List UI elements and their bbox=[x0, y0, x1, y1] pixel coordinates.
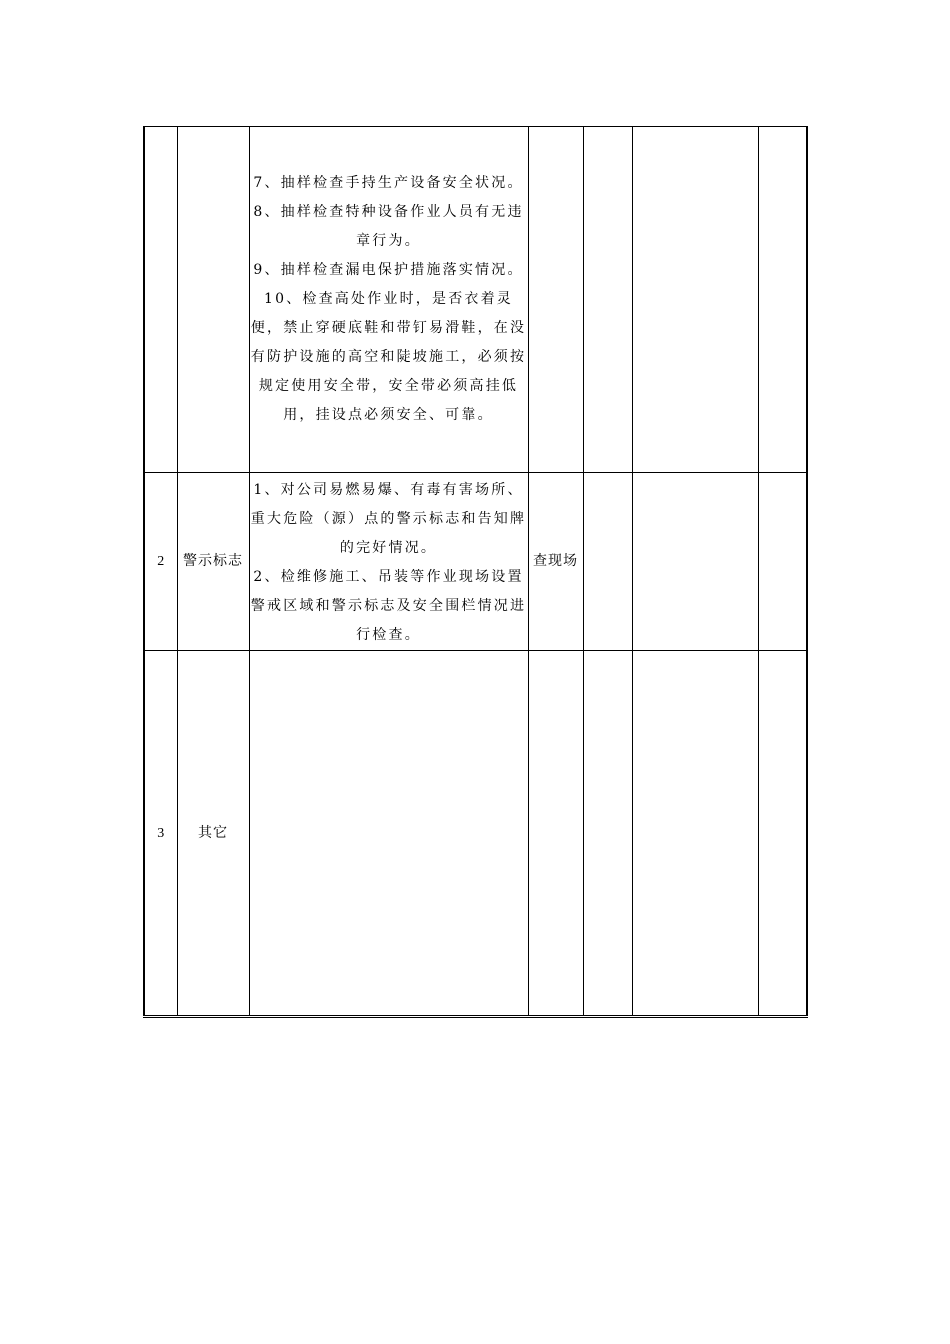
check-item: 8、抽样检查特种设备作业人员有无违章行为。 bbox=[253, 204, 524, 249]
blank-cell bbox=[583, 473, 632, 651]
check-item: 10、检查高处作业时，是否衣着灵便，禁止穿硬底鞋和带钉易滑鞋，在没有防护设施的高空和陡坡施工，必须按规定使用安全带，安全带必须高挂低用，挂设点必须安全、可靠。 bbox=[250, 291, 527, 423]
check-item: 7、抽样检查手持生产设备安全状况。 bbox=[253, 175, 524, 191]
method-cell bbox=[528, 651, 583, 1017]
check-item: 1、对公司易燃易爆、有毒有害场所、重大危险（源）点的警示标志和告知牌的完好情况。 bbox=[250, 482, 527, 556]
category-cell bbox=[177, 127, 249, 473]
blank-cell bbox=[758, 473, 807, 651]
category-cell: 警示标志 bbox=[177, 473, 249, 651]
safety-inspection-table bbox=[143, 126, 808, 1018]
table-row bbox=[144, 127, 807, 473]
blank-cell bbox=[583, 127, 632, 473]
method-cell bbox=[528, 127, 583, 473]
blank-cell bbox=[632, 473, 758, 651]
content-cell bbox=[249, 473, 528, 651]
table-row bbox=[144, 651, 807, 1017]
content-cell bbox=[249, 127, 528, 473]
blank-cell bbox=[758, 127, 807, 473]
method-cell: 查现场 bbox=[528, 473, 583, 651]
seq-cell: 3 bbox=[144, 651, 177, 1017]
blank-cell bbox=[632, 651, 758, 1017]
check-item: 9、抽样检查漏电保护措施落实情况。 bbox=[253, 262, 524, 278]
category-cell: 其它 bbox=[177, 651, 249, 1017]
blank-cell bbox=[632, 127, 758, 473]
check-item: 2、检维修施工、吊装等作业现场设置警戒区域和警示标志及安全围栏情况进行检查。 bbox=[250, 569, 527, 643]
blank-cell bbox=[583, 651, 632, 1017]
inspection-table-page bbox=[143, 126, 806, 1013]
seq-cell bbox=[144, 127, 177, 473]
content-cell bbox=[249, 651, 528, 1017]
table-row bbox=[144, 473, 807, 651]
seq-cell: 2 bbox=[144, 473, 177, 651]
blank-cell bbox=[758, 651, 807, 1017]
